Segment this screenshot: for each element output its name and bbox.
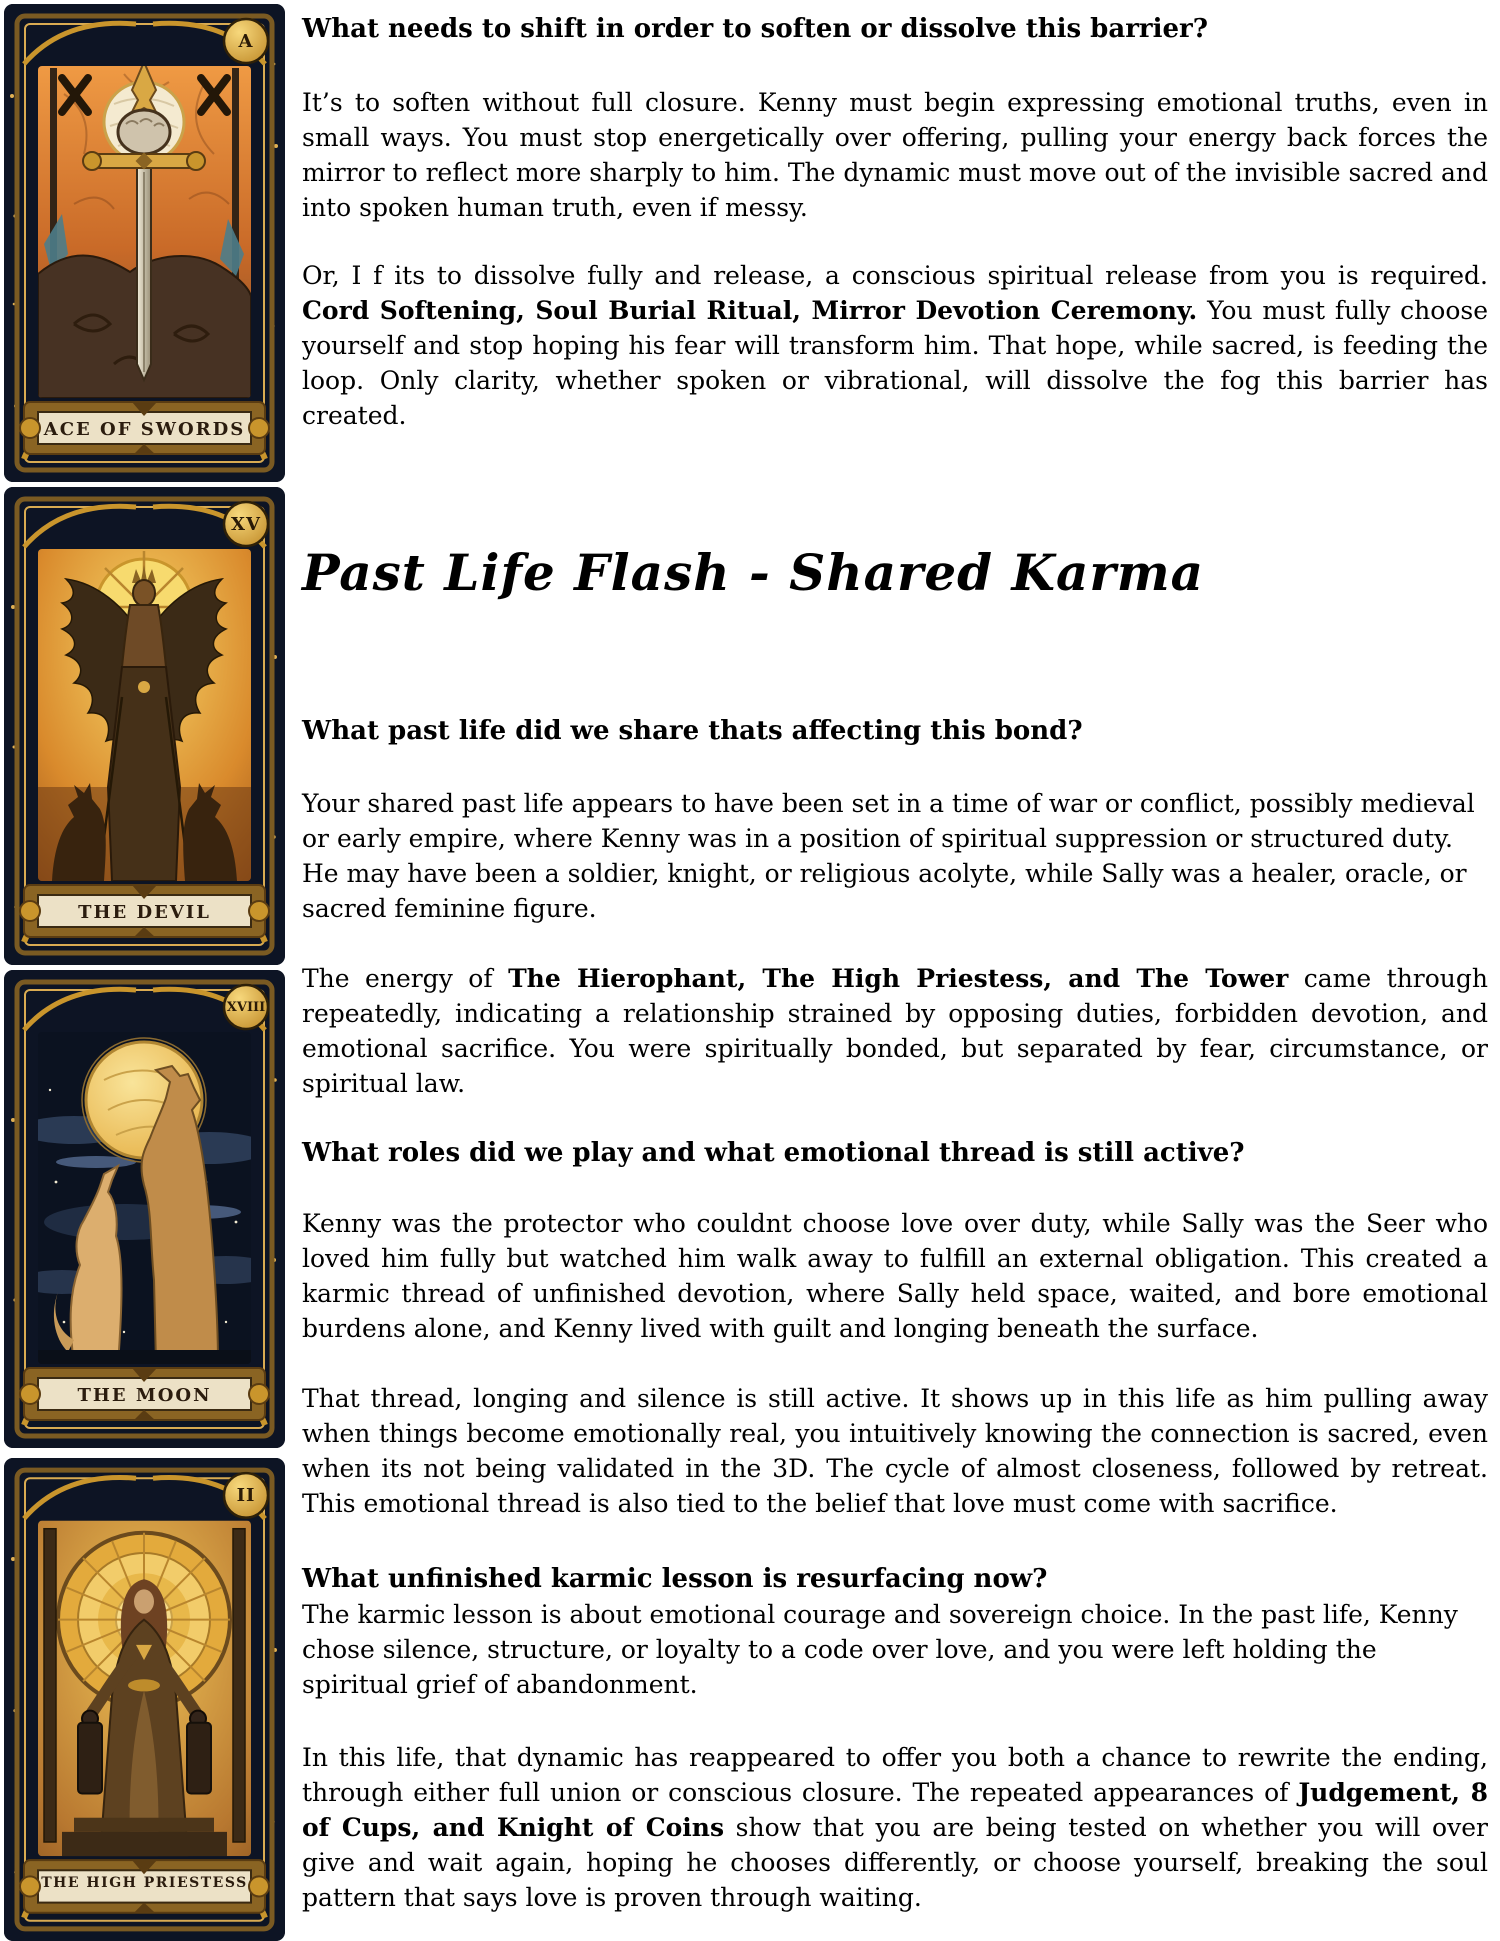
- card-numeral-badge: XVIII: [226, 1000, 266, 1015]
- card-numeral-badge: XV: [231, 514, 261, 535]
- paragraph-soften: It’s to soften without full closure. Kenny must begin expressing emotional truths, even in small ways. You must stop energetically over offering, pulling your energy back forces the mirror to reflect more sharply to him. The dynamic must move out of the invisible sacred and into spoken human truth, even if messy.: [302, 88, 1488, 222]
- paragraph-card-energy: The energy of The Hierophant, The High Priestess, and The Tower came through repeatedly, indicating a relationship strained by opposing duties, forbidden devotion, and emotional sacrifice. You were spiritually bonded, but separated by fear, circumstance, or spiritual law.: [302, 964, 1489, 1098]
- card-title-plaque: ACE OF SWORDS: [43, 418, 246, 440]
- tarot-card-ace-of-swords: [4, 4, 285, 482]
- section-title-past-life-flash: Past Life Flash - Shared Karma: [302, 543, 1205, 602]
- paragraph-shared-past-life: Your shared past life appears to have been set in a time of war or conflict, possibly medieval or early empire, where Kenny was in a position of spiritual suppression or structured duty. He may have been a soldier, knight, or religious acolyte, while Sally was a healer, oracle, or sacred feminine figure.: [302, 789, 1475, 923]
- paragraph-active-thread: That thread, longing and silence is still active. It shows up in this life as him pulling away when things become emotionally real, you intuitively knowing the connection is sacred, even when its not being validated in the 3D. The cycle of almost closeness, followed by retreat. This emotional thread is also tied to the belief that love must come with sacrifice.: [302, 1384, 1488, 1518]
- card-numeral-badge: A: [238, 31, 254, 52]
- question-heading-karmic-lesson: What unfinished karmic lesson is resurfacing now?: [302, 1564, 1048, 1594]
- tarot-card-the-high-priestess: [4, 1458, 285, 1941]
- paragraph-dissolve: Or, I f its to dissolve fully and release, a conscious spiritual release from you is required. Cord Softening, Soul Burial Ritual, Mirror Devotion Ceremony. You must fully choose yourself and stop hoping his fear will transform him. That hope, while sacred, is feeding the loop. Only clarity, whether spoken or vibrational, will dissolve the fog this barrier has created.: [302, 261, 1488, 430]
- paragraph-rewrite-ending: In this life, that dynamic has reappeared to offer you both a chance to rewrite the ending, through either full union or conscious closure. The repeated appearances of Judgement, 8 of Cups, and Knight of Coins show that you are being tested on whether you will over give and wait again, hoping he chooses differently, or choose yourself, breaking the soul pattern that says love is proven through waiting.: [302, 1743, 1488, 1912]
- card-title-plaque: THE HIGH PRIESTESS: [41, 1875, 248, 1891]
- tarot-card-the-devil: [4, 487, 285, 965]
- question-heading-past-life: What past life did we share thats affecting this bond?: [302, 716, 1083, 746]
- question-heading-barrier: What needs to shift in order to soften or dissolve this barrier?: [302, 14, 1208, 44]
- paragraph-karmic-lesson: The karmic lesson is about emotional courage and sovereign choice. In the past life, Kenny chose silence, structure, or loyalty to a code over love, and you were left holding the spiritual grief of abandonment.: [302, 1600, 1458, 1699]
- card-title-plaque: THE MOON: [77, 1384, 212, 1406]
- tarot-card-the-moon: [4, 970, 285, 1448]
- card-title-plaque: THE DEVIL: [78, 901, 211, 923]
- card-numeral-badge: II: [236, 1485, 256, 1506]
- paragraph-roles: Kenny was the protector who couldnt choose love over duty, while Sally was the Seer who loved him fully but watched him walk away to fulfill an external obligation. This created a karmic thread of unfinished devotion, where Sally held space, waited, and bore emotional burdens alone, and Kenny lived with guilt and longing beneath the surface.: [302, 1209, 1488, 1343]
- question-heading-roles: What roles did we play and what emotional thread is still active?: [302, 1138, 1245, 1168]
